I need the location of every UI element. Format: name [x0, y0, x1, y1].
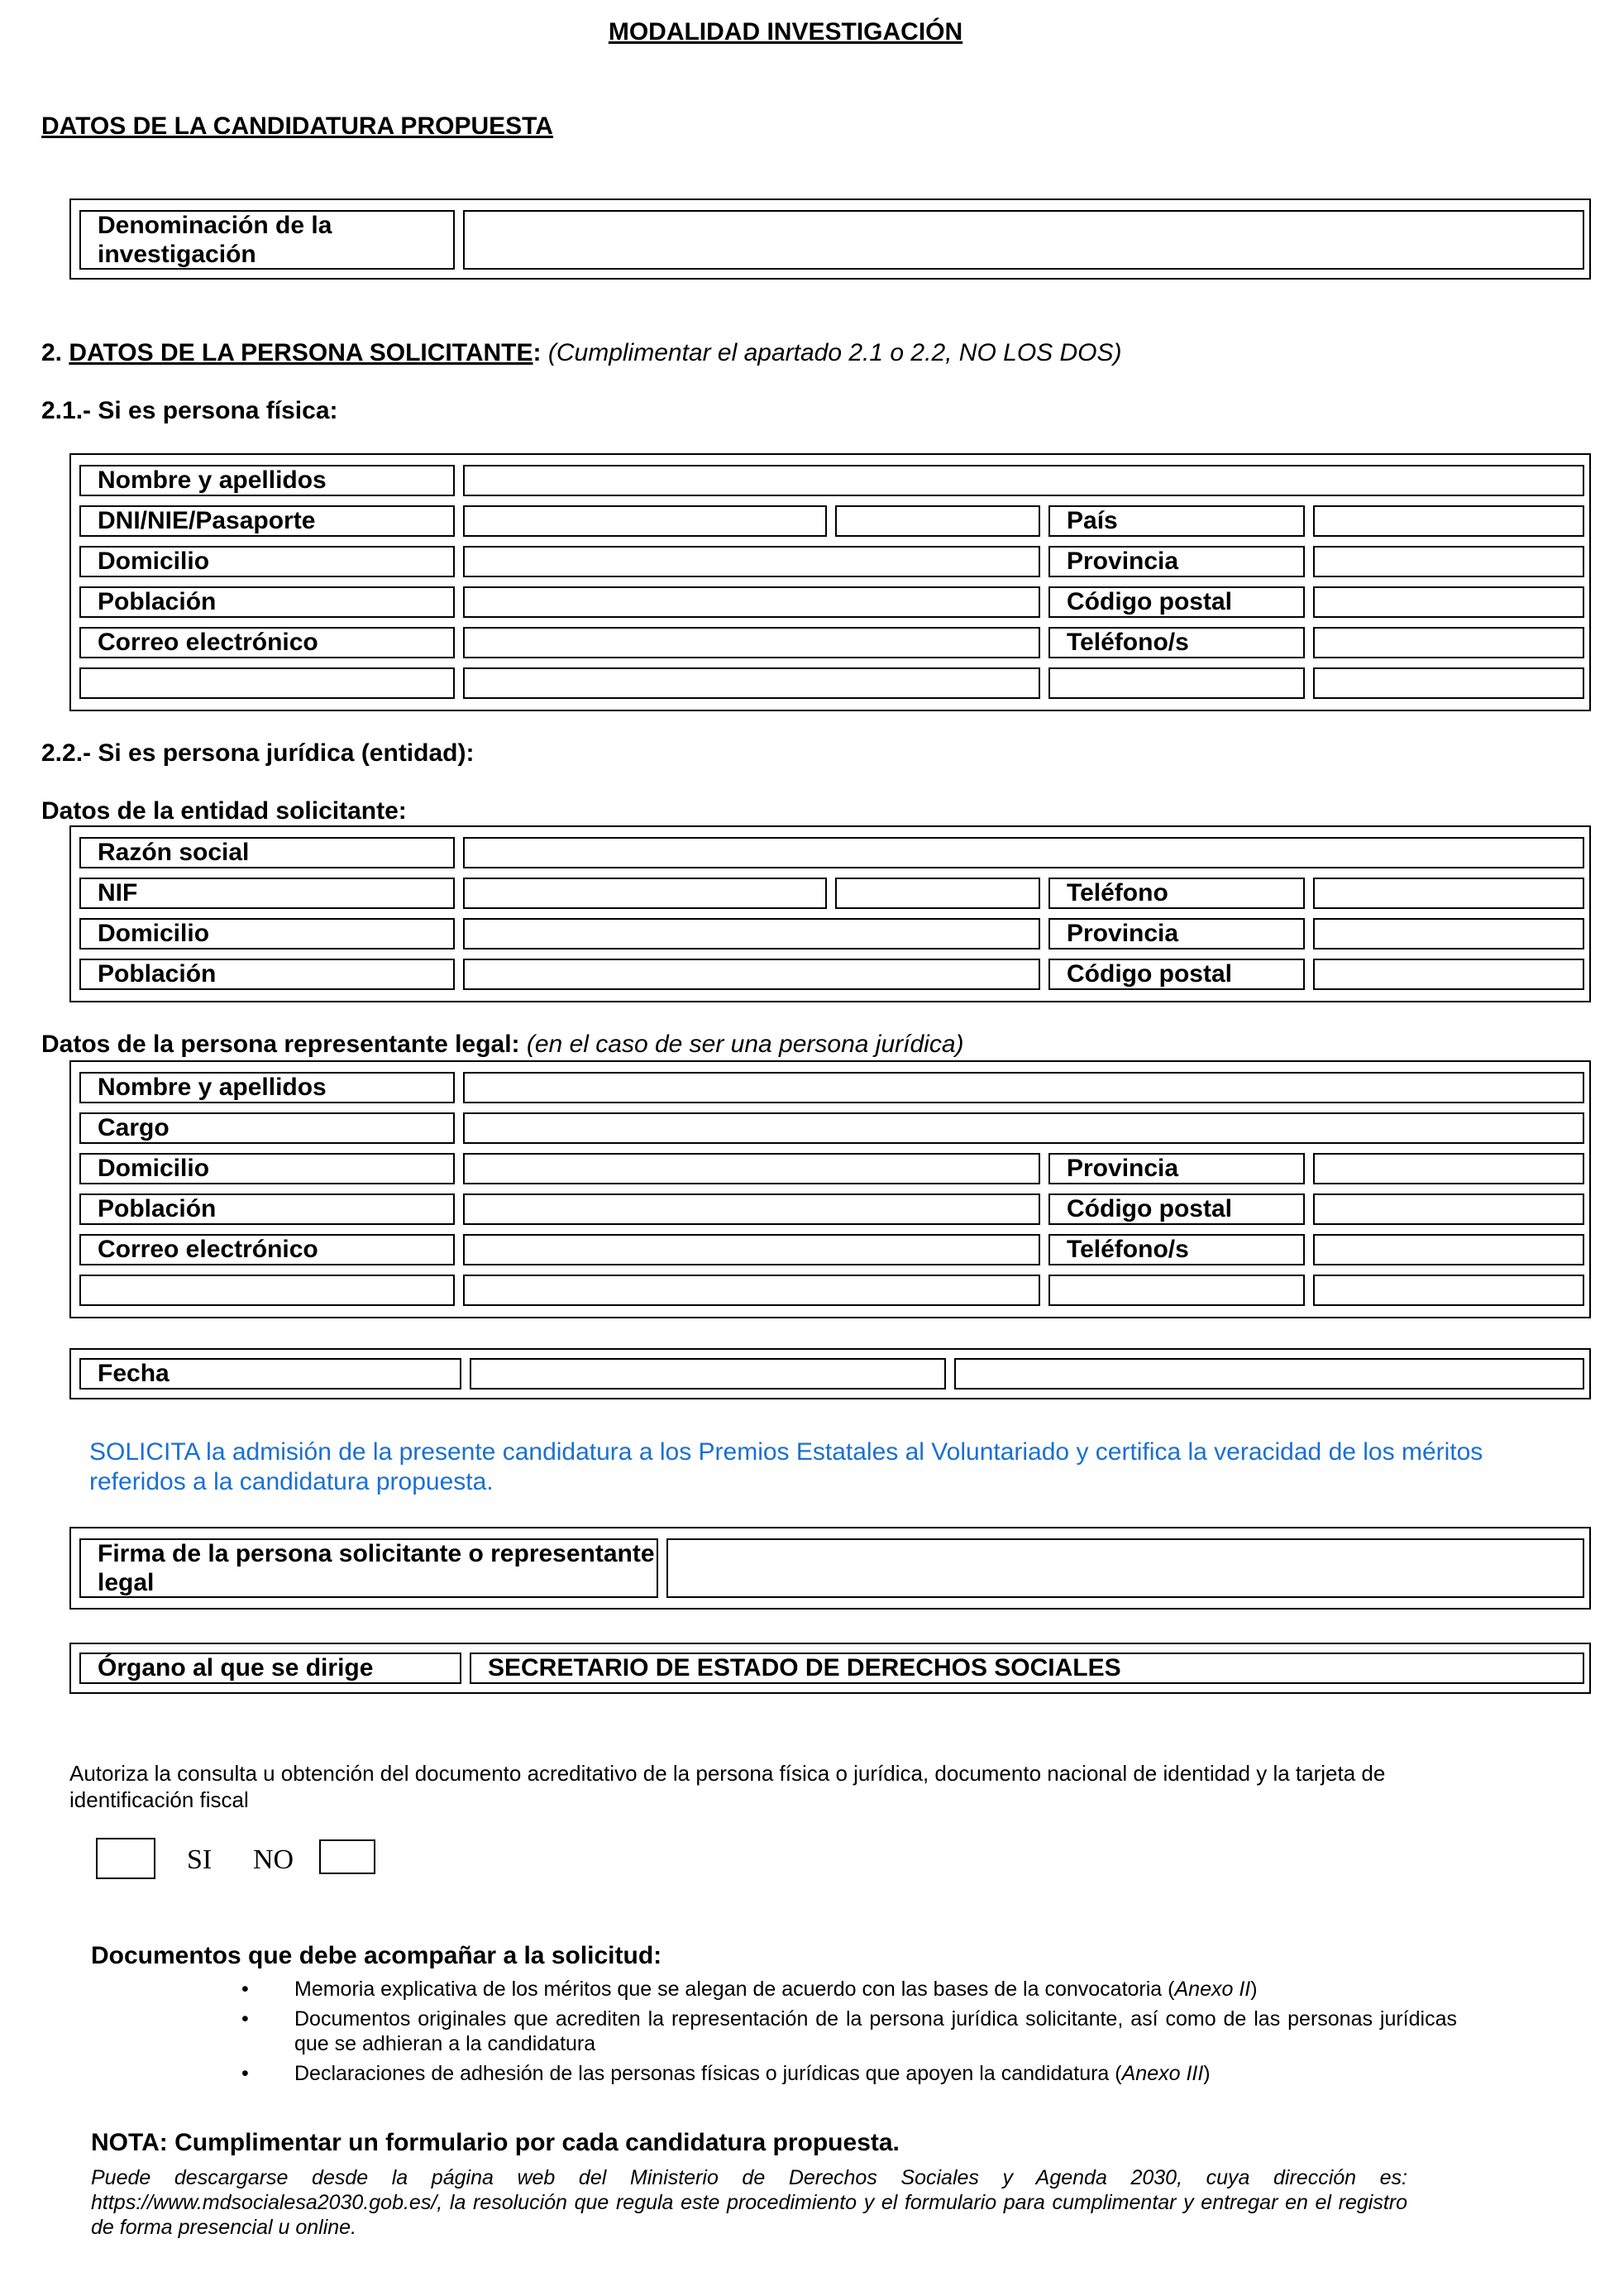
persona-fisica-box: [69, 453, 1591, 711]
rep-correo-field[interactable]: [463, 1234, 1040, 1265]
denominacion-box: [69, 199, 1591, 280]
fisica-dni-label: DNI/NIE/Pasaporte: [79, 505, 455, 537]
rep-nombre-label: Nombre y apellidos: [79, 1072, 455, 1103]
rep-nombre-field[interactable]: [463, 1072, 1584, 1103]
organo-value: SECRETARIO DE ESTADO DE DERECHOS SOCIALES: [470, 1653, 1584, 1684]
firma-label: Firma de la persona solicitante o representante legal: [79, 1538, 658, 1598]
rep-domicilio-field[interactable]: [463, 1153, 1040, 1184]
fisica-cp-field[interactable]: [1313, 586, 1584, 618]
denominacion-field[interactable]: [463, 210, 1584, 270]
fisica-correo-label: Correo electrónico: [79, 627, 455, 658]
firma-box: [69, 1527, 1591, 1610]
rep-cp-label: Código postal: [1048, 1193, 1305, 1225]
section2-title: DATOS DE LA PERSONA SOLICITANTE: [69, 339, 533, 366]
rep-provincia-label: Provincia: [1048, 1153, 1305, 1184]
rep-heading: [41, 1031, 964, 1059]
sub22-heading: 2.2.- Si es persona jurídica (entidad):: [41, 739, 475, 767]
documentos-item1-end: ): [1250, 1978, 1258, 2001]
documentos-heading: Documentos que debe acompañar a la solicitud:: [91, 1942, 662, 1969]
solicita-text: SOLICITA la admisión de la presente candidatura a los Premios Estatales al Voluntariado y certifica la veracidad de los méritos referidos a la candidatura propuesta.: [89, 1438, 1483, 1495]
section2-number: 2.: [41, 339, 63, 366]
rep-heading-text: Datos de la persona representante legal:: [41, 1031, 520, 1058]
list-item: [241, 2061, 1457, 2086]
section2-colon: :: [533, 339, 542, 366]
fisica-dni-extra-field[interactable]: [835, 505, 1040, 537]
nota-heading: NOTA: Cumplimentar un formulario por cada candidatura propuesta.: [91, 2129, 900, 2156]
fecha-label: Fecha: [79, 1358, 461, 1390]
fisica-extra-field-3[interactable]: [1048, 667, 1305, 699]
section2-heading: [41, 339, 1122, 367]
fisica-extra-field-1[interactable]: [79, 667, 455, 699]
si-label: SI: [187, 1844, 213, 1875]
entidad-telefono-label: Teléfono: [1048, 878, 1305, 909]
entidad-telefono-field[interactable]: [1313, 878, 1584, 909]
documentos-item1-anexo: Anexo II: [1174, 1978, 1251, 2001]
nota-text: Puede descargarse desde la página web del Ministerio de Derechos Sociales y Agenda 2030, cuya dirección es: https://www.mdsocialesa2030.gob.es/, la resolución que regula este procedimiento y el formulario para cumplimentar y entregar en el registro de forma presencial u online.: [91, 2166, 1407, 2239]
document-title: MODALIDAD INVESTIGACIÓN: [608, 18, 963, 45]
entidad-cp-field[interactable]: [1313, 959, 1584, 990]
entidad-domicilio-label: Domicilio: [79, 918, 455, 949]
rep-extra-field-3[interactable]: [1048, 1275, 1305, 1306]
organo-label: Órgano al que se dirige: [79, 1653, 461, 1684]
fecha-box: [69, 1348, 1591, 1399]
autoriza-text: Autoriza la consulta u obtención del documento acreditativo de la persona física o jurídica, documento nacional de identidad y la tarjeta de identificación fiscal: [69, 1761, 1386, 1812]
entidad-poblacion-field[interactable]: [463, 959, 1040, 990]
rep-correo-label: Correo electrónico: [79, 1234, 455, 1265]
si-checkbox[interactable]: [96, 1838, 155, 1879]
rep-cp-field[interactable]: [1313, 1193, 1584, 1225]
fisica-provincia-label: Provincia: [1048, 546, 1305, 577]
entidad-domicilio-field[interactable]: [463, 918, 1040, 949]
fisica-poblacion-label: Población: [79, 586, 455, 618]
rep-telefonos-label: Teléfono/s: [1048, 1234, 1305, 1265]
fisica-dni-field[interactable]: [463, 505, 827, 537]
rep-domicilio-label: Domicilio: [79, 1153, 455, 1184]
no-label: NO: [253, 1844, 294, 1875]
rep-extra-field-4[interactable]: [1313, 1275, 1584, 1306]
rep-provincia-field[interactable]: [1313, 1153, 1584, 1184]
firma-field[interactable]: [666, 1538, 1584, 1598]
entidad-box: [69, 825, 1591, 1002]
sub21-heading: 2.1.- Si es persona física:: [41, 397, 338, 424]
entidad-poblacion-label: Población: [79, 959, 455, 990]
rep-cargo-label: Cargo: [79, 1112, 455, 1144]
organo-box: [69, 1643, 1591, 1694]
entidad-nif-extra-field[interactable]: [835, 878, 1040, 909]
rep-cargo-field[interactable]: [463, 1112, 1584, 1144]
entidad-provincia-field[interactable]: [1313, 918, 1584, 949]
no-checkbox[interactable]: [319, 1839, 375, 1874]
entidad-razon-label: Razón social: [79, 837, 455, 868]
rep-poblacion-field[interactable]: [463, 1193, 1040, 1225]
list-item: [241, 1977, 1457, 2002]
denominacion-label: Denominación de la investigación: [79, 210, 455, 270]
documentos-list: [241, 1977, 1457, 2091]
entidad-nif-field[interactable]: [463, 878, 827, 909]
fisica-pais-label: País: [1048, 505, 1305, 537]
entidad-nif-label: NIF: [79, 878, 455, 909]
fisica-extra-field-4[interactable]: [1313, 667, 1584, 699]
documentos-item3-anexo: Anexo III: [1121, 2062, 1204, 2085]
representante-box: [69, 1060, 1591, 1318]
entidad-provincia-label: Provincia: [1048, 918, 1305, 949]
documentos-item3-end: ): [1203, 2062, 1211, 2085]
fisica-extra-field-2[interactable]: [463, 667, 1040, 699]
list-item: [241, 2007, 1457, 2056]
section2-note: (Cumplimentar el apartado 2.1 o 2.2, NO LOS DOS): [547, 339, 1122, 366]
fisica-pais-field[interactable]: [1313, 505, 1584, 537]
fecha-field-1[interactable]: [470, 1358, 946, 1390]
fisica-nombre-label: Nombre y apellidos: [79, 465, 455, 496]
documentos-item2-text: Documentos originales que acrediten la representación de la persona jurídica solicitante, así como de las personas jurídicas que se adhieran a la candidatura: [294, 2007, 1457, 2055]
entidad-cp-label: Código postal: [1048, 959, 1305, 990]
documentos-item3-text: Declaraciones de adhesión de las personas físicas o jurídicas que apoyen la candidatura (: [294, 2062, 1122, 2085]
fisica-telefonos-field[interactable]: [1313, 627, 1584, 658]
fisica-telefonos-label: Teléfono/s: [1048, 627, 1305, 658]
section1-heading: DATOS DE LA CANDIDATURA PROPUESTA: [41, 112, 553, 140]
rep-telefonos-field[interactable]: [1313, 1234, 1584, 1265]
documentos-item1-text: Memoria explicativa de los méritos que se alegan de acuerdo con las bases de la convocatoria (: [294, 1978, 1175, 2001]
fisica-provincia-field[interactable]: [1313, 546, 1584, 577]
entidad-heading: Datos de la entidad solicitante:: [41, 797, 407, 825]
fisica-cp-label: Código postal: [1048, 586, 1305, 618]
fisica-poblacion-field[interactable]: [463, 586, 1040, 618]
rep-poblacion-label: Población: [79, 1193, 455, 1225]
fisica-correo-field[interactable]: [463, 627, 1040, 658]
rep-extra-field-1[interactable]: [79, 1275, 455, 1306]
entidad-razon-field[interactable]: [463, 837, 1584, 868]
fisica-nombre-field[interactable]: [463, 465, 1584, 496]
rep-note: (en el caso de ser una persona jurídica): [526, 1031, 964, 1058]
rep-extra-field-2[interactable]: [463, 1275, 1040, 1306]
fisica-domicilio-label: Domicilio: [79, 546, 455, 577]
fisica-domicilio-field[interactable]: [463, 546, 1040, 577]
fecha-field-2[interactable]: [954, 1358, 1584, 1390]
